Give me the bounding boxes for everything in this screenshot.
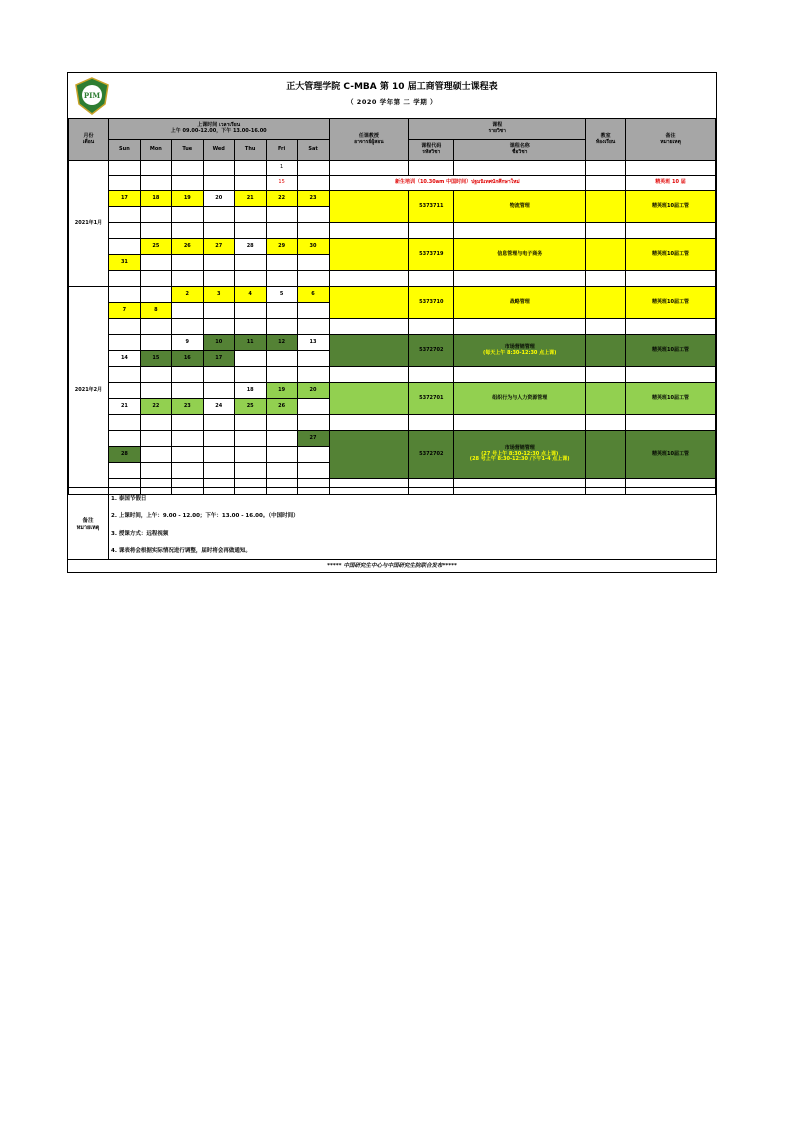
remark-cell: 精英班10届工管 [626, 431, 716, 479]
table-row: 17 18 19 20 21 22 23 5373711 物流管理 精英班10届工管 [69, 191, 716, 207]
table-row [69, 176, 716, 191]
remark-cell: 精英班10届工管 [626, 383, 716, 415]
day-sun: Sun [108, 140, 140, 161]
table-row: 9 10 11 12 13 5372702 市场营销管理 (每天上午 8:30-12:30 点上课) 精英班10届工管 [69, 335, 716, 351]
course-code: 5372701 [409, 383, 454, 415]
svg-text:PIM: PIM [83, 91, 101, 100]
month-cell: 2021年2月 [69, 287, 109, 495]
date-cell: 1 [266, 161, 297, 176]
table-row: 18 19 20 5372701 组织行为与人力资源管理 精英班10届工管 [69, 383, 716, 399]
note-item: 1. 泰国节假日 [111, 496, 147, 502]
course-code: 5373710 [409, 287, 454, 319]
notes-section [68, 487, 716, 560]
remark-cell: 精英班10届工管 [626, 287, 716, 319]
header-month: 月份 เดือน [69, 119, 109, 161]
header-teacher: 任课教授 อาจารย์ผู้สอน [329, 119, 409, 161]
header-remark: 备注 หมายเหตุ [626, 119, 716, 161]
remark-cell: 精英班 10 届 [626, 176, 716, 191]
orientation-note: 新生培训（10.30am 中国时间）ปฐมนิเทศนักศึกษาใหม่ [329, 176, 586, 191]
schedule-sheet [67, 72, 717, 573]
header-course: 课程 รายวิชา [409, 119, 586, 140]
course-code: 5372702 [409, 335, 454, 367]
day-tue: Tue [171, 140, 203, 161]
remark-cell: 精英班10届工管 [626, 191, 716, 223]
header-code: 课程代码 รหัสวิชา [409, 140, 454, 161]
course-code: 5373719 [409, 239, 454, 271]
remark-cell: 精英班10届工管 [626, 335, 716, 367]
month-cell: 2021年1月 [69, 161, 109, 287]
header-room: 教室 ห้องเรียน [586, 119, 626, 161]
course-name: 市场营销管理 (27 号上午 8:30-12:30 点上课) (28 号上午 8:30-12:30 /下午1-4 点上课) [454, 431, 586, 479]
course-name: 信息管理与电子商务 [454, 239, 586, 271]
course-name: 物流管理 [454, 191, 586, 223]
header-name: 课程名称 ชื่อวิชา [454, 140, 586, 161]
course-name: 组织行为与人力资源管理 [454, 383, 586, 415]
footer-note: ***** 中国研究生中心与中国研究生院联合发布***** [68, 559, 716, 573]
note-item: 3. 授课方式：远程视频 [111, 531, 169, 537]
day-thu: Thu [234, 140, 266, 161]
remark-cell: 精英班10届工管 [626, 239, 716, 271]
day-fri: Fri [266, 140, 297, 161]
note-item: 4. 课表将会根据实际情况进行调整，届时将会再做通知。 [111, 548, 251, 554]
course-name: 战略管理 [454, 287, 586, 319]
schedule-table: 月份 เดือน 上课时间 เวลาเรียน 上午 09.00-12.00，下午 13.00-16.00 任课教授 อาจารย์ผู้สอน 课程 รายวิชา 教室 ห้องเรียน 备注 หมายเหตุ Sun Mon Tue Wed Thu Fri Sat 课程代码 รหัสวิชา 课程名称 ชื่อวิชา 2021年1月 1 15 新生培训（10.30am 中国时间）ปฐมนิเทศนักศึกษาใหม่ 精英班 10 届 17 18 19 20 21 22 23 5373711 物流管理 精英班10届工管 25 26 27 28 29 30 5373719 信息管理与电子商务 精英班10届工管 31 2021年2月 2 3 4 5 6 5373710 战略管理 精英班10届工管 7 8 9 10 11 12 13 5372702 市场营销管理 (每天上午 8:30-12:30 点上课) 精英班10届工管 14 15 16 17 18 19 20 5372701 组织行为与人力资源管理 精英班10届工管 21 22 23 24 25 26 27 5372702 市场营销管理 (27 号上午 8:30-12:30 点上课) (28 号上午 8:30-12:30 /下午1-4 点上课) 精英班10届工管 28 [68, 118, 716, 495]
day-wed: Wed [203, 140, 234, 161]
page-subtitle: （ 2020 学年第 二 学期 ） [347, 98, 437, 106]
table-row: 2021年2月 2 3 4 5 6 5373710 战略管理 精英班10届工管 [69, 287, 716, 303]
date-cell: 15 [266, 176, 297, 191]
notes-label: 备注 หมายเหตุ [68, 488, 109, 560]
note-item: 2. 上课时间，上午：9.00 - 12.00；下午：13.00 - 16.00。（中国时间） [111, 513, 299, 519]
day-sat: Sat [297, 140, 329, 161]
table-row: 25 26 27 28 29 30 5373719 信息管理与电子商务 精英班10届工管 [69, 239, 716, 255]
course-name: 市场营销管理 (每天上午 8:30-12:30 点上课) [454, 335, 586, 367]
header-time: 上课时间 เวลาเรียน 上午 09.00-12.00，下午 13.00-16.00 [108, 119, 329, 140]
day-mon: Mon [140, 140, 171, 161]
course-code: 5372702 [409, 431, 454, 479]
sheet-header [68, 73, 716, 119]
table-row: 27 5372702 市场营销管理 (27 号上午 8:30-12:30 点上课) (28 号上午 8:30-12:30 /下午1-4 点上课) 精英班10届工管 [69, 431, 716, 447]
page-title: 正大管理学院 C-MBA 第 10 届工商管理硕士课程表 [286, 82, 498, 92]
table-row [69, 161, 716, 176]
course-code: 5373711 [409, 191, 454, 223]
